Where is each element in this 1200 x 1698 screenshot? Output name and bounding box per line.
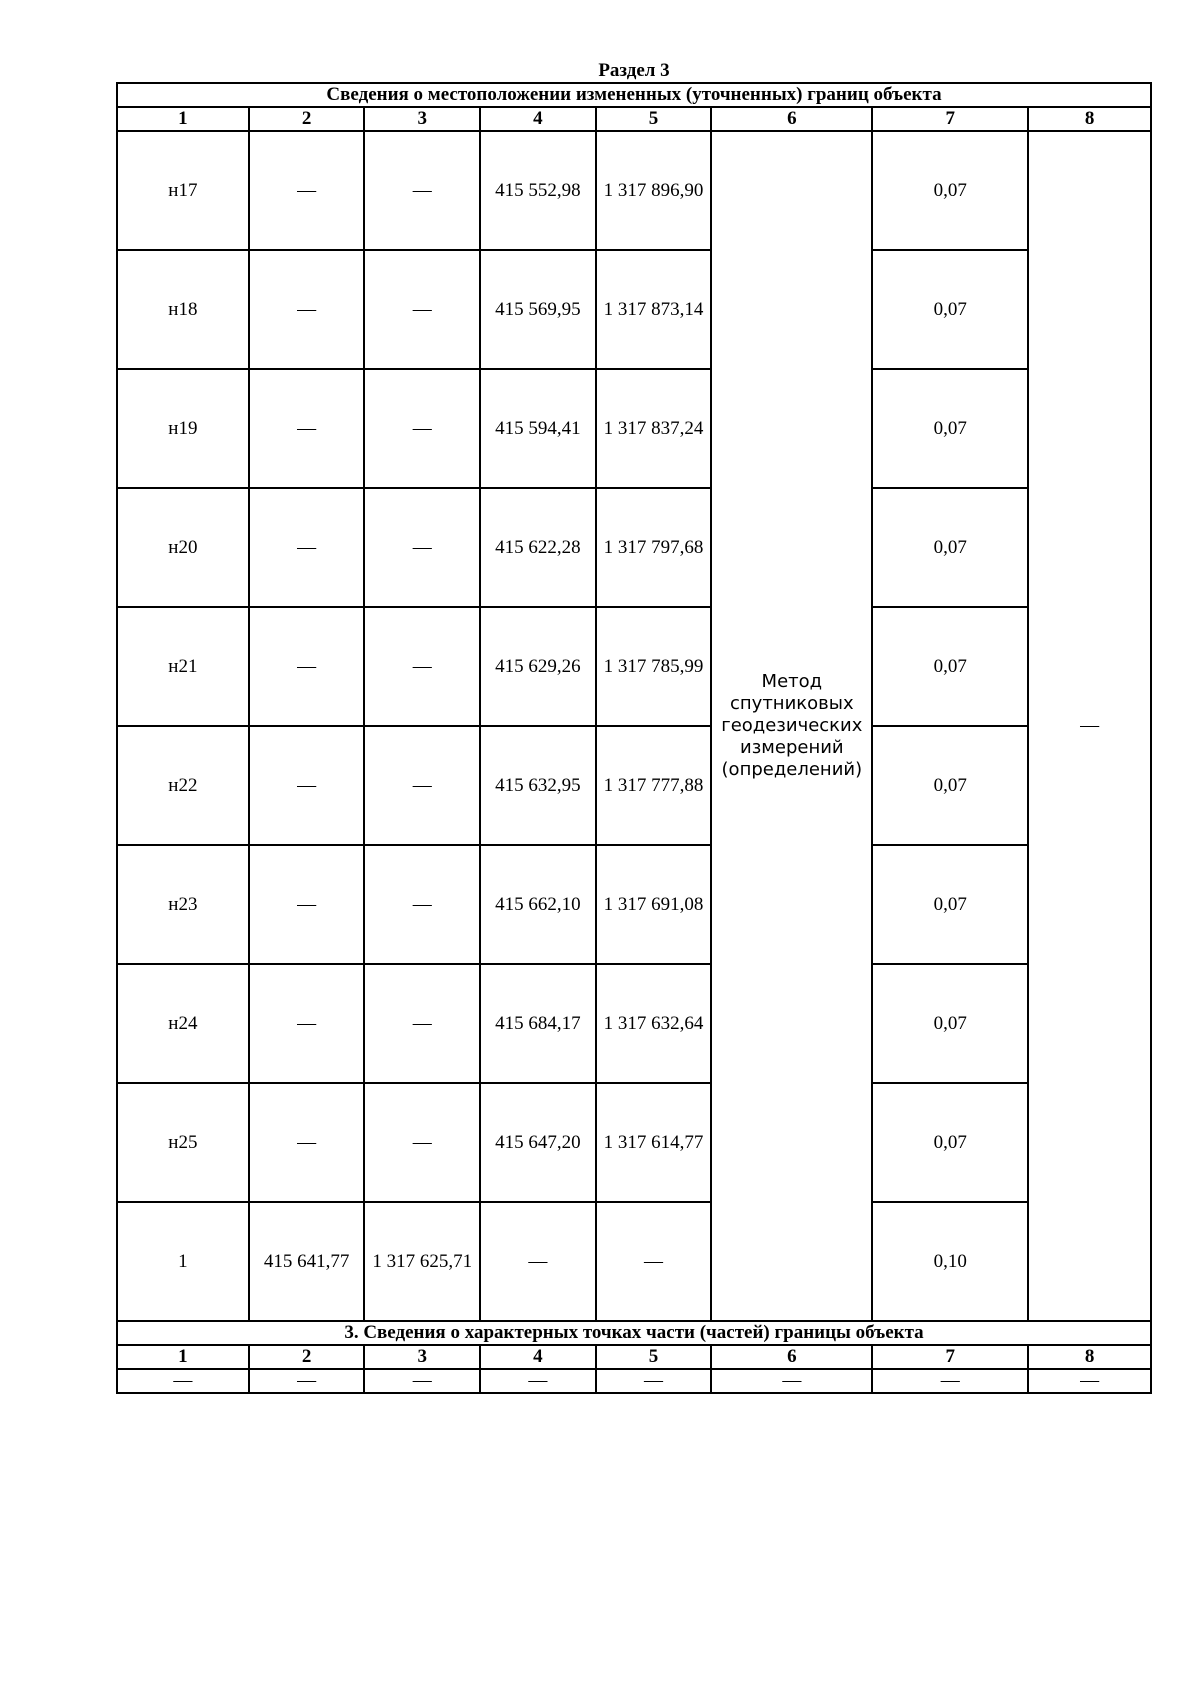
column-number: 1 (117, 1345, 249, 1369)
point-number: н19 (117, 369, 249, 488)
old-x: — (249, 607, 365, 726)
old-y: — (364, 131, 480, 250)
column-number: 3 (364, 1345, 480, 1369)
accuracy: 0,07 (872, 964, 1028, 1083)
point-number: н20 (117, 488, 249, 607)
new-y: 1 317 873,14 (596, 250, 712, 369)
new-x: 415 662,10 (480, 845, 596, 964)
accuracy: 0,07 (872, 250, 1028, 369)
column-number: 8 (1028, 107, 1151, 131)
column-number: 8 (1028, 1345, 1151, 1369)
section3-cell: — (117, 1369, 249, 1393)
old-x: 415 641,77 (249, 1202, 365, 1321)
table-row (117, 1083, 1151, 1202)
point-number: 1 (117, 1202, 249, 1321)
section3-cell: — (249, 1369, 365, 1393)
section3-cell: — (711, 1369, 872, 1393)
old-y: — (364, 845, 480, 964)
column-number: 2 (249, 1345, 365, 1369)
table-row (117, 726, 1151, 845)
column-number: 3 (364, 107, 480, 131)
column-number: 6 (711, 1345, 872, 1369)
new-x: 415 684,17 (480, 964, 596, 1083)
section3-row (117, 1369, 1151, 1393)
accuracy: 0,07 (872, 1083, 1028, 1202)
old-y: 1 317 625,71 (364, 1202, 480, 1321)
accuracy: 0,10 (872, 1202, 1028, 1321)
new-x: 415 569,95 (480, 250, 596, 369)
point-number: н18 (117, 250, 249, 369)
table-row (117, 1202, 1151, 1321)
point-number: н17 (117, 131, 249, 250)
old-x: — (249, 369, 365, 488)
accuracy: 0,07 (872, 488, 1028, 607)
table-row (117, 250, 1151, 369)
table-row (117, 607, 1151, 726)
old-y: — (364, 964, 480, 1083)
column-number: 1 (117, 107, 249, 131)
section3-title-row (117, 1321, 1151, 1345)
new-y: 1 317 632,64 (596, 964, 712, 1083)
old-x: — (249, 488, 365, 607)
new-y: 1 317 691,08 (596, 845, 712, 964)
section3-cell: — (1028, 1369, 1151, 1393)
new-y: 1 317 837,24 (596, 369, 712, 488)
table-row (117, 369, 1151, 488)
new-x: 415 552,98 (480, 131, 596, 250)
table-row (117, 964, 1151, 1083)
old-y: — (364, 1083, 480, 1202)
table-row (117, 845, 1151, 964)
section3-title: 3. Сведения о характерных точках части (частей) границы объекта (117, 1321, 1151, 1345)
point-number: н25 (117, 1083, 249, 1202)
col8-cell: — (1028, 131, 1151, 1321)
accuracy: 0,07 (872, 607, 1028, 726)
point-number: н23 (117, 845, 249, 964)
section3-cell: — (480, 1369, 596, 1393)
new-x: 415 632,95 (480, 726, 596, 845)
accuracy: 0,07 (872, 369, 1028, 488)
old-x: — (249, 1083, 365, 1202)
new-x: 415 594,41 (480, 369, 596, 488)
table-row (117, 131, 1151, 250)
old-x: — (249, 250, 365, 369)
method-text: Метод спутниковых геодезических измерений (определений) (721, 671, 863, 780)
section3-cell: — (364, 1369, 480, 1393)
section-label: Раздел 3 (598, 60, 670, 81)
table-row (117, 488, 1151, 607)
table-title-row (117, 83, 1151, 107)
column-number: 5 (596, 107, 712, 131)
accuracy: 0,07 (872, 845, 1028, 964)
new-y: — (596, 1202, 712, 1321)
column-number: 2 (249, 107, 365, 131)
column-number-row (117, 107, 1151, 131)
point-number: н22 (117, 726, 249, 845)
table-title: Сведения о местоположении измененных (уточненных) границ объекта (117, 83, 1151, 107)
new-x: 415 622,28 (480, 488, 596, 607)
column-number: 4 (480, 107, 596, 131)
old-x: — (249, 131, 365, 250)
new-y: 1 317 896,90 (596, 131, 712, 250)
point-number: н21 (117, 607, 249, 726)
accuracy: 0,07 (872, 726, 1028, 845)
new-x: 415 647,20 (480, 1083, 596, 1202)
column-number: 5 (596, 1345, 712, 1369)
new-y: 1 317 614,77 (596, 1083, 712, 1202)
old-x: — (249, 845, 365, 964)
column-number: 7 (872, 1345, 1028, 1369)
new-x: — (480, 1202, 596, 1321)
accuracy: 0,07 (872, 131, 1028, 250)
old-y: — (364, 250, 480, 369)
column-number: 7 (872, 107, 1028, 131)
boundary-table (116, 82, 1152, 1394)
new-y: 1 317 785,99 (596, 607, 712, 726)
method-cell (711, 131, 872, 1321)
column-number: 6 (711, 107, 872, 131)
old-x: — (249, 964, 365, 1083)
new-y: 1 317 797,68 (596, 488, 712, 607)
point-number: н24 (117, 964, 249, 1083)
old-y: — (364, 726, 480, 845)
section3-column-number-row (117, 1345, 1151, 1369)
old-y: — (364, 488, 480, 607)
old-y: — (364, 369, 480, 488)
column-number: 4 (480, 1345, 596, 1369)
section3-cell: — (596, 1369, 712, 1393)
section3-cell: — (872, 1369, 1028, 1393)
new-y: 1 317 777,88 (596, 726, 712, 845)
new-x: 415 629,26 (480, 607, 596, 726)
old-x: — (249, 726, 365, 845)
old-y: — (364, 607, 480, 726)
